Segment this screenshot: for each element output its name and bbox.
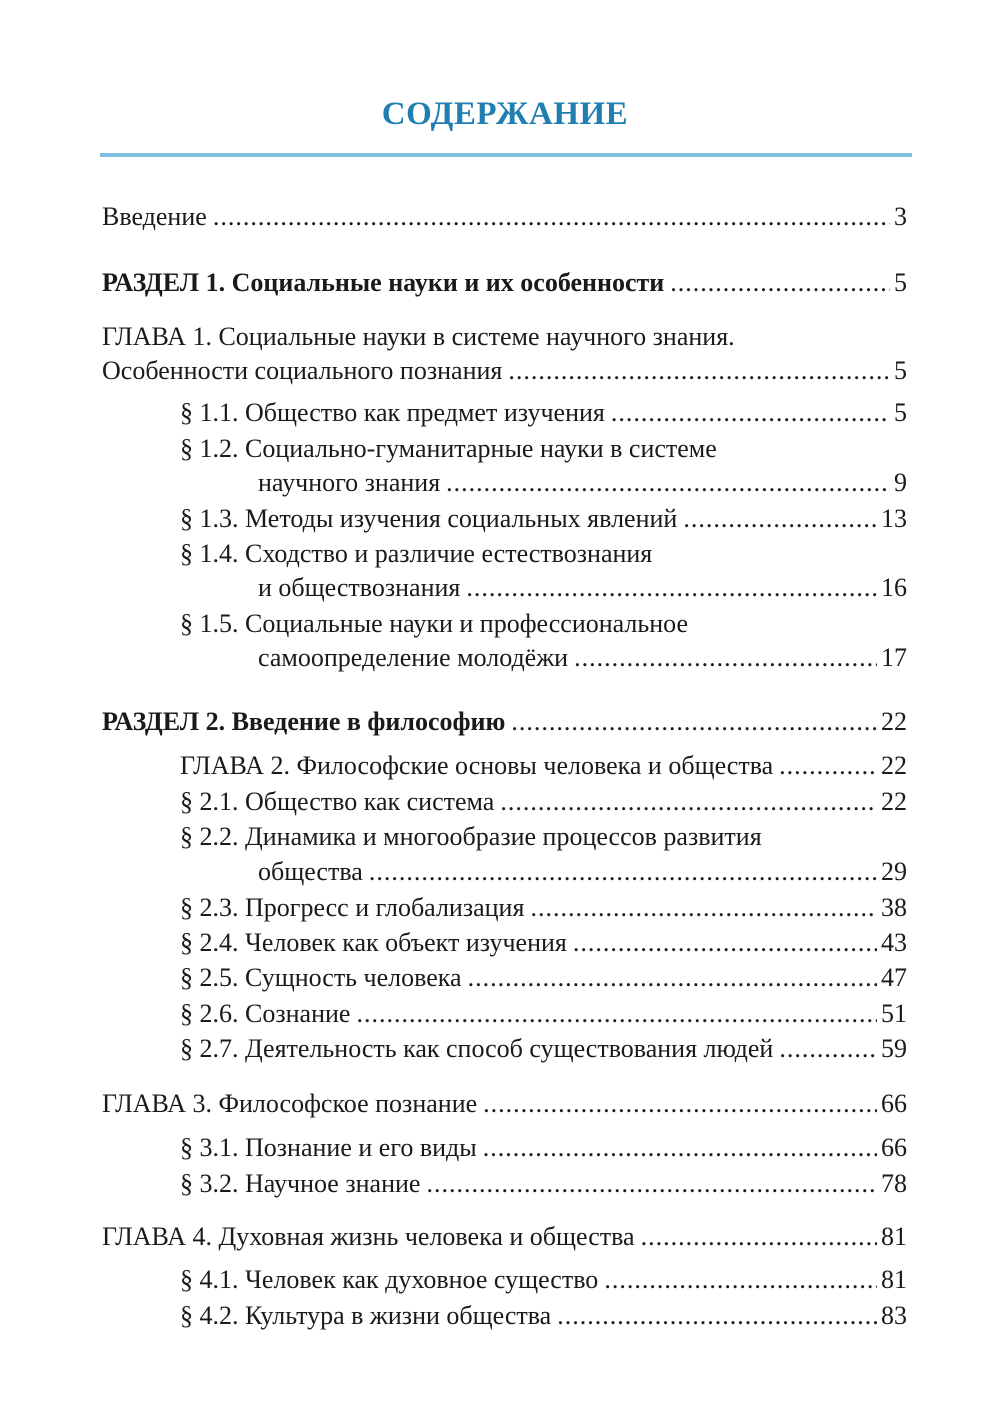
toc-entry-title: § 4.1. Человек как духовное существо bbox=[180, 1265, 599, 1294]
toc-leader-dots bbox=[641, 1220, 877, 1254]
toc-entry-paragraph-1-5[interactable] bbox=[258, 641, 907, 675]
toc-leader-dots bbox=[530, 891, 877, 925]
toc-entry-paragraph-1-4-line-1[interactable]: § 1.4. Сходство и различие естествознания bbox=[180, 539, 653, 568]
page-title: СОДЕРЖАНИЕ bbox=[381, 96, 629, 132]
toc-entry-paragraph-1-4[interactable] bbox=[258, 571, 907, 605]
toc-page-number: 81 bbox=[881, 1222, 907, 1251]
toc-leader-dots bbox=[446, 466, 890, 500]
toc-entry-paragraph-2-7[interactable] bbox=[180, 1032, 907, 1066]
toc-page-number: 47 bbox=[881, 963, 907, 992]
toc-leader-dots bbox=[670, 266, 890, 300]
toc-page-number: 16 bbox=[881, 573, 907, 602]
toc-page-number: 51 bbox=[881, 999, 907, 1028]
toc-leader-dots bbox=[500, 785, 877, 819]
toc-page-number: 22 bbox=[881, 751, 907, 780]
toc-entry-title: § 2.7. Деятельность как способ существования людей bbox=[180, 1034, 774, 1063]
toc-entry-paragraph-1-2[interactable] bbox=[258, 466, 907, 500]
toc-page-number: 43 bbox=[881, 928, 907, 957]
toc-entry-chapter-2[interactable] bbox=[180, 749, 907, 783]
toc-page-number: 5 bbox=[894, 268, 907, 297]
toc-entry-paragraph-4-1[interactable] bbox=[180, 1263, 907, 1297]
toc-entry-paragraph-2-4[interactable] bbox=[180, 926, 907, 960]
toc-entry-title: § 2.1. Общество как система bbox=[180, 787, 495, 816]
toc-entry-paragraph-1-5-line-1[interactable]: § 1.5. Социальные науки и профессиональное bbox=[180, 609, 689, 638]
toc-entry-paragraph-2-5[interactable] bbox=[180, 961, 907, 995]
toc-entry-section-1[interactable] bbox=[102, 266, 907, 300]
toc-leader-dots bbox=[511, 705, 877, 739]
toc-entry-paragraph-1-1[interactable] bbox=[180, 396, 907, 430]
toc-page-number: 66 bbox=[881, 1133, 907, 1162]
toc-entry-paragraph-2-2-line-1[interactable]: § 2.2. Динамика и многообразие процессов развития bbox=[180, 822, 762, 851]
toc-page-number: 29 bbox=[881, 857, 907, 886]
toc-leader-dots bbox=[369, 855, 877, 889]
toc-entry-title: ГЛАВА 2. Философские основы человека и общества bbox=[180, 751, 774, 780]
toc-entry-paragraph-2-3[interactable] bbox=[180, 891, 907, 925]
toc-entry-title: § 1.1. Общество как предмет изучения bbox=[180, 398, 605, 427]
toc-page-number: 81 bbox=[881, 1265, 907, 1294]
toc-page-number: 83 bbox=[881, 1301, 907, 1330]
toc-entry-chapter-4[interactable] bbox=[102, 1220, 907, 1254]
toc-entry-chapter-1-line-1[interactable]: ГЛАВА 1. Социальные науки в системе научного знания. bbox=[102, 322, 735, 351]
toc-entry-title: ГЛАВА 3. Философское познание bbox=[102, 1089, 478, 1118]
toc-entry-title: § 4.2. Культура в жизни общества bbox=[180, 1301, 552, 1330]
toc-page-number: 9 bbox=[894, 468, 907, 497]
toc-entry-paragraph-1-3[interactable] bbox=[180, 502, 907, 536]
toc-leader-dots bbox=[779, 749, 877, 783]
toc-page-number: 38 bbox=[881, 893, 907, 922]
toc-leader-dots bbox=[426, 1167, 877, 1201]
toc-leader-dots bbox=[483, 1131, 877, 1165]
toc-entry-paragraph-2-6[interactable] bbox=[180, 997, 907, 1031]
title-underline bbox=[100, 153, 912, 157]
toc-leader-dots bbox=[213, 200, 890, 234]
toc-entry-title: ГЛАВА 4. Духовная жизнь человека и общества bbox=[102, 1222, 635, 1251]
toc-entry-title: § 2.6. Сознание bbox=[180, 999, 351, 1028]
toc-entry-title: самоопределение молодёжи bbox=[258, 643, 569, 672]
toc-page-number: 78 bbox=[881, 1169, 907, 1198]
toc-page-number: 17 bbox=[881, 643, 907, 672]
toc-leader-dots bbox=[779, 1032, 877, 1066]
toc-leader-dots bbox=[683, 502, 877, 536]
toc-leader-dots bbox=[573, 926, 877, 960]
toc-entry-paragraph-1-2-line-1[interactable]: § 1.2. Социально-гуманитарные науки в системе bbox=[180, 434, 717, 463]
toc-entry-title: научного знания bbox=[258, 468, 441, 497]
toc-entry-title: Введение bbox=[102, 202, 207, 231]
toc-leader-dots bbox=[468, 961, 877, 995]
toc-page-number: 3 bbox=[894, 202, 907, 231]
toc-entry-paragraph-3-2[interactable] bbox=[180, 1167, 907, 1201]
toc-leader-dots bbox=[574, 641, 877, 675]
toc-entry-title: § 2.5. Сущность человека bbox=[180, 963, 462, 992]
toc-leader-dots bbox=[604, 1263, 877, 1297]
toc-leader-dots bbox=[557, 1299, 877, 1333]
toc-page-number: 59 bbox=[881, 1034, 907, 1063]
toc-page-number: 22 bbox=[881, 707, 907, 736]
toc-leader-dots bbox=[483, 1087, 877, 1121]
toc-entry-paragraph-3-1[interactable] bbox=[180, 1131, 907, 1165]
toc-entry-section-2[interactable] bbox=[102, 705, 907, 739]
toc-entry-chapter-1[interactable] bbox=[102, 354, 907, 388]
toc-entry-title: § 2.4. Человек как объект изучения bbox=[180, 928, 567, 957]
toc-page-number: 22 bbox=[881, 787, 907, 816]
toc-entry-paragraph-2-2[interactable] bbox=[258, 855, 907, 889]
toc-page-number: 66 bbox=[881, 1089, 907, 1118]
toc-page-number: 5 bbox=[894, 356, 907, 385]
toc-entry-title: и обществознания bbox=[258, 573, 461, 602]
toc-entry-title: Особенности социального познания bbox=[102, 356, 503, 385]
toc-page-number: 5 bbox=[894, 398, 907, 427]
toc-entry-title: § 3.2. Научное знание bbox=[180, 1169, 421, 1198]
toc-entry-title: РАЗДЕЛ 2. Введение в философию bbox=[102, 707, 506, 736]
toc-leader-dots bbox=[466, 571, 877, 605]
toc-leader-dots bbox=[356, 997, 877, 1031]
toc-page-number: 13 bbox=[881, 504, 907, 533]
toc-entry-title: § 3.1. Познание и его виды bbox=[180, 1133, 477, 1162]
toc-entry-title: § 1.3. Методы изучения социальных явлений bbox=[180, 504, 678, 533]
toc-entry-paragraph-2-1[interactable] bbox=[180, 785, 907, 819]
toc-entry-title: общества bbox=[258, 857, 363, 886]
toc-entry-title: § 2.3. Прогресс и глобализация bbox=[180, 893, 525, 922]
toc-entry-paragraph-4-2[interactable] bbox=[180, 1299, 907, 1333]
toc-entry-chapter-3[interactable] bbox=[102, 1087, 907, 1121]
toc-leader-dots bbox=[508, 354, 890, 388]
toc-entry-introduction[interactable] bbox=[102, 200, 907, 234]
toc-entry-title: РАЗДЕЛ 1. Социальные науки и их особенности bbox=[102, 268, 665, 297]
toc-leader-dots bbox=[611, 396, 890, 430]
